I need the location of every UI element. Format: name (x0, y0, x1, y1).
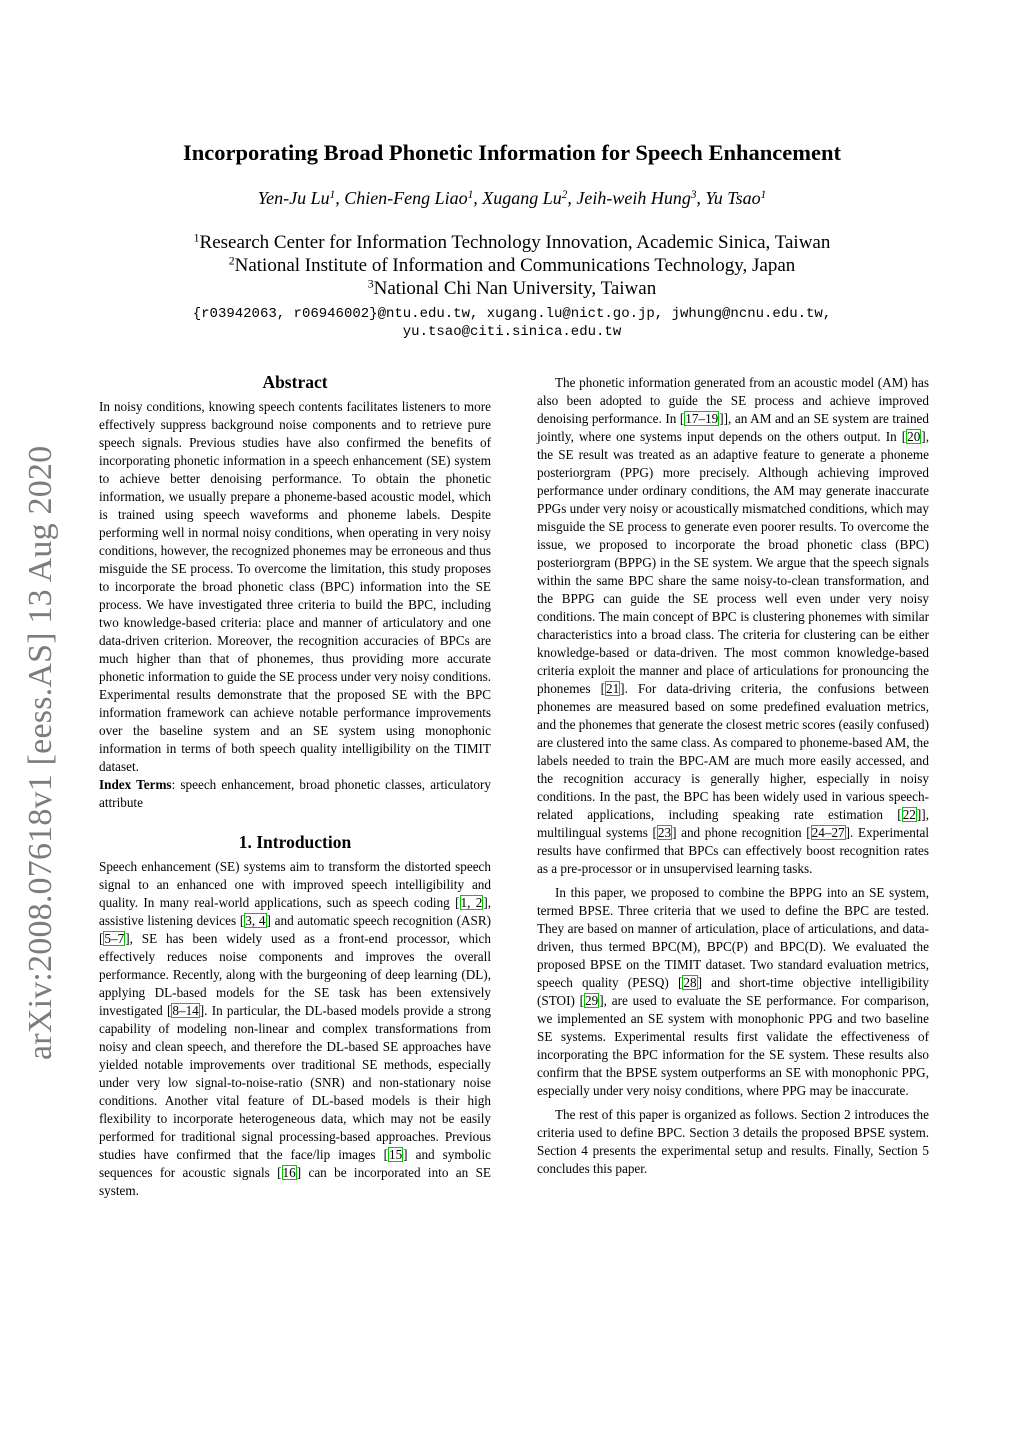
affiliation-text: National Institute of Information and Communications Technology, Japan (234, 255, 796, 276)
author-name: Yu Tsao (705, 188, 761, 208)
email-line-1: {r03942063, r06946002}@ntu.edu.tw, xugang.lu@nict.go.jp, jwhung@ncnu.edu.tw, (192, 306, 832, 322)
affiliation-3 (0, 278, 1024, 300)
author-affiliation-mark: 1 (329, 188, 336, 201)
text-run: , SE has been widely used as a front-end processor, which effectively reduces noise components and improves the overall performance. Recently, along with the burgeoning of deep learning (DL), applying DL-based models for the SE task has been extensively investigated (99, 931, 491, 1018)
index-terms-text: : speech enhancement, broad phonetic classes, articulatory attribute (99, 777, 491, 810)
citation-link[interactable]: 23 (657, 825, 672, 840)
text-run: . Experimental results have confirmed that BPCs can effectively boost recognition rates as a pre-processor or in unsupervised learning tasks. (537, 825, 929, 876)
citation-link[interactable]: 24–27 (811, 825, 845, 840)
text-run: and phone recognition (676, 825, 807, 840)
email-line-2: yu.tsao@citi.sinica.edu.tw (402, 324, 622, 340)
left-column (99, 370, 491, 1200)
abstract-body: In noisy conditions, knowing speech contents facilitates listeners to more effectively suppress background noise components and to retrieve pure speech signals. Previous studies have also confirmed the benefits of incorporating phonetic information in a speech enhancement (SE) system to achieve better denoising performance. To obtain the phonetic information, we usually prepare a phoneme-based acoustic model, which is trained using speech waveforms and phoneme labels. Despite performing well in normal noisy conditions, when operating in very noisy conditions, however, the recognized phonemes may be erroneous and thus misguide the SE process. To overcome the limitation, this study proposes to incorporate the broad phonetic class (BPC) information into the SE process. We have investigated three criteria to build the BPC, including two knowledge-based criteria: place and manner of articulatory and one data-driven criterion. Moreover, the recognition accuracies of BPCs are much higher than that of phonemes, thus providing more accurate phonetic information to guide the SE process under very noisy conditions. Experimental results demonstrate that the proposed SE with the BPC information framework can achieve notable performance improvements over the baseline system and an SE system using monophonic information in terms of both speech quality intelligibility on the TIMIT dataset. (99, 399, 491, 774)
index-terms (99, 776, 491, 812)
text-run: . For data-driving criteria, the confusions between phonemes are measured based on some predefined evaluation metrics, and the phonemes that generate the closest metric scores (easily confused) are clustered into the same class. As compared to phoneme-based AM, the labels needed to train the BPC-AM are much more easily accessed, and the recognition accuracy is generally higher, especially in noisy conditions. In the past, the BPC has been widely used in various speech-related applications, including speaking rate estimation (537, 681, 929, 822)
citation-link[interactable]: 21 (605, 681, 620, 696)
right-column (537, 374, 929, 1178)
arxiv-identifier-stamp: arXiv:2008.07618v1 [eess.AS] 13 Aug 2020 (22, 445, 59, 1060)
author-affiliation-mark: 2 (561, 188, 568, 201)
affiliation-text: Research Center for Information Technology Innovation, Academic Sinica, Taiwan (199, 232, 831, 253)
text-run: ], multilingual systems (537, 807, 929, 840)
citation-link[interactable]: 17–19 (685, 411, 719, 426)
text-run: The phonetic information generated from an acoustic model (AM) has also been adopted to guide the SE process and achieve improved denoising performance. In (537, 375, 929, 426)
author-name: Yen-Ju Lu (257, 188, 330, 208)
affiliation-mark: 1 (193, 231, 200, 245)
text-run: and automatic speech recognition (ASR) (270, 913, 492, 928)
text-run: The rest of this paper is organized as follows. Section 2 introduces the criteria used to define BPC. Section 3 details the proposed BPSE system. Section 4 presents the experimental setup and results. Finally, Section 5 concludes this paper. (537, 1107, 929, 1176)
author-affiliation-mark: 1 (467, 188, 474, 201)
citation-link[interactable]: 15 (388, 1147, 403, 1162)
text-run: , assistive listening devices (99, 895, 492, 928)
right-paragraph-2: In this paper, we proposed to combine the BPPG into an SE system, termed BPSE. Three criteria that we used to define the BPC are tested. They are based on manner of articulation, place of articulations, and data-driven, thus termed BPC(M), BPC(P) and BPC(D). We evaluated the proposed BPSE on the TIMIT dataset. Two standard evaluation metrics, speech quality (PESQ) [28] and short-time objective intelligibility (STOI) [29], are used to evaluate the SE performance. For comparison, we implemented an SE system with monophonic PPG and two baseline SE systems. Experimental results first validate the effectiveness of incorporating the BPC information for the SE system. These results also confirm that the BPSE system outperforms an SE with monophonic PPG, especially under very noisy conditions, where PPG may be inaccurate. (537, 885, 929, 1098)
index-terms-label: Index Terms (99, 777, 172, 792)
paper-title: Incorporating Broad Phonetic Information for Speech Enhancement (183, 140, 841, 165)
affiliation-mark: 3 (367, 277, 374, 291)
text-run: , the SE result was treated as an adaptive feature to generate a phoneme posteriorgram (PPG) more precisely. Although achieving improved performance under ordinary conditions, the AM may generate inaccurate PPGs under very noisy or acoustically mismatched conditions, which may misguide the SE process to generate even poorer results. To overcome the issue, we proposed to incorporate the broad phonetic class (BPC) posteriorgram (BPPG) in the SE system. We argue that the speech signals within the same BPC share the same noisy-to-clean transformation, and the BPPG can guide the SE process well even under very noisy conditions. The main concept of BPC is clustering phonemes with similar characteristics into a broad class. The criteria for clustering can be either knowledge-based or data-driven. The most common knowledge-based criteria exploit the manner and place of articulations for pronouncing the phonemes (537, 429, 929, 696)
text-run: . In particular, the DL-based models provide a strong capability of modeling non-linear and complex transformations from noisy and clean speech, and therefore the DL-based SE approaches have yielded notable improvements over traditional SE methods, especially under very low signal-to-noise-ratio (SNR) and non-stationary noise conditions. Another vital feature of DL-based models is their high flexibility to incorporate heterogeneous data, which may not be easily performed for traditional signal processing-based approaches. Previous studies have confirmed that the face/lip images (99, 1003, 491, 1162)
right-paragraph-3 (537, 1106, 929, 1178)
author-affiliation-mark: 1 (760, 188, 767, 201)
citation-link[interactable]: 20 (907, 429, 921, 444)
citation-link[interactable]: 3, 4 (245, 913, 266, 928)
author-affiliation-mark: 3 (690, 188, 697, 201)
author-name: Jeih-weih Hung (576, 188, 691, 208)
citation-link[interactable]: 1, 2 (460, 895, 483, 910)
citation-link[interactable]: 5–7 (104, 931, 125, 946)
affiliation-text: National Chi Nan University, Taiwan (373, 278, 657, 299)
author-list: Yen-Ju Lu$^1$, Chien-Feng Liao$^1$, Xugang Lu$^2$, Jeih-weih Hung$^3$, Yu Tsao$^1$ (257, 188, 767, 208)
text-run: In this paper, we proposed to combine the BPPG into an SE system, termed BPSE. Three criteria that we used to define the BPC are tested. They are based on manner of articulation, place of articulations, and data-driven, thus termed BPC(M), BPC(P) and BPC(D). We evaluated the proposed BPSE on the TIMIT dataset. Two standard evaluation metrics, speech quality (PESQ) (537, 885, 929, 990)
text-run: , are used to evaluate the SE performance. For comparison, we implemented an SE system with monophonic PPG and two baseline SE systems. Experimental results first validate the effectiveness of incorporating the BPC information for the SE system. These results also confirm that the BPSE system outperforms an SE with monophonic PPG, especially under very noisy conditions, where PPG may be inaccurate. (537, 993, 929, 1098)
affiliation-mark: 2 (228, 254, 235, 268)
right-paragraph-1: The phonetic information generated from an acoustic model (AM) has also been adopted to guide the SE process and achieve improved denoising performance. In [17–19]], an AM and an SE system are trained jointly, where one systems input depends on the others output. In [20], the SE result was treated as an adaptive feature to generate a phoneme posteriorgram (PPG) more precisely. Although achieving improved performance under ordinary conditions, the AM may generate inaccurate PPGs under very noisy or acoustically mismatched conditions, which may misguide the SE process to generate even poorer results. To overcome the issue, we proposed to incorporate the broad phonetic class (BPC) posteriorgram (BPPG) in the SE system. We argue that the speech signals within the same BPC share the same noisy-to-clean transformation, and the BPPG can guide the SE process well even under very noisy conditions. The main concept of BPC is clustering phonemes with similar characteristics into a broad class. The criteria for clustering can be either knowledge-based or data-driven. The most common knowledge-based criteria exploit the manner and place of articulations for pronouncing the phonemes [21]. For data-driving criteria, the confusions between phonemes are measured based on some predefined evaluation metrics, and the phonemes that generate the closest metric scores (easily confused) are clustered into the same class. As compared to phoneme-based AM, the labels needed to train the BPC-AM are much more easily accessed, and the recognition accuracy is generally higher, especially in noisy conditions. In the past, the BPC has been widely used in various speech-related applications, including speaking rate estimation [22]], multilingual systems [23] and phone recognition [24–27]. Experimental results have confirmed that BPCs can effectively boost recognition rates as a pre-processor or in unsupervised learning tasks. (537, 375, 929, 876)
author-name: Chien-Feng Liao (344, 188, 468, 208)
text-run: and short-time objective intelligibility (STOI) (537, 975, 929, 1008)
affiliation-1 (0, 232, 1024, 254)
text-run: Speech enhancement (SE) systems aim to transform the distorted speech signal to an enhanced one with improved speech intelligibility and quality. In many real-world applications, such as speech coding (99, 859, 491, 910)
introduction-heading: 1. Introduction (238, 832, 352, 852)
citation-link[interactable]: 29 (585, 993, 599, 1008)
affiliation-2 (0, 255, 1024, 277)
citation-link[interactable]: 28 (683, 975, 697, 990)
citation-link[interactable]: 8–14 (172, 1003, 199, 1018)
text-run: can be incorporated into an SE system. (99, 1165, 491, 1198)
citation-link[interactable]: 22 (902, 807, 916, 822)
text-run: ], an AM and an SE system are trained jointly, where one systems input depends on the others output. In (537, 411, 929, 444)
text-run: and symbolic sequences for acoustic signals (99, 1147, 491, 1180)
abstract-heading: Abstract (262, 372, 328, 392)
author-name: Xugang Lu (482, 188, 562, 208)
citation-link[interactable]: 16 (282, 1165, 296, 1180)
introduction-paragraph-1: Speech enhancement (SE) systems aim to transform the distorted speech signal to an enhanced one with improved speech intelligibility and quality. In many real-world applications, such as speech coding [1, 2], assistive listening devices [3, 4] and automatic speech recognition (ASR) [5–7], SE has been widely used as a front-end processor, which effectively reduces noise components and improves the overall performance. Recently, along with the burgeoning of deep learning (DL), applying DL-based models for the SE task has been extensively investigated [8–14]. In particular, the DL-based models provide a strong capability of modeling non-linear and complex transformations from noisy and clean speech, and therefore the DL-based SE approaches have yielded notable improvements over traditional SE methods, especially under very low signal-to-noise-ratio (SNR) and non-stationary noise conditions. Another vital feature of DL-based models is their high flexibility to incorporate heterogeneous data, which may not be easily performed for traditional signal processing-based approaches. Previous studies have confirmed that the face/lip images [15] and symbolic sequences for acoustic signals [16] can be incorporated into an SE system. (99, 859, 492, 1198)
